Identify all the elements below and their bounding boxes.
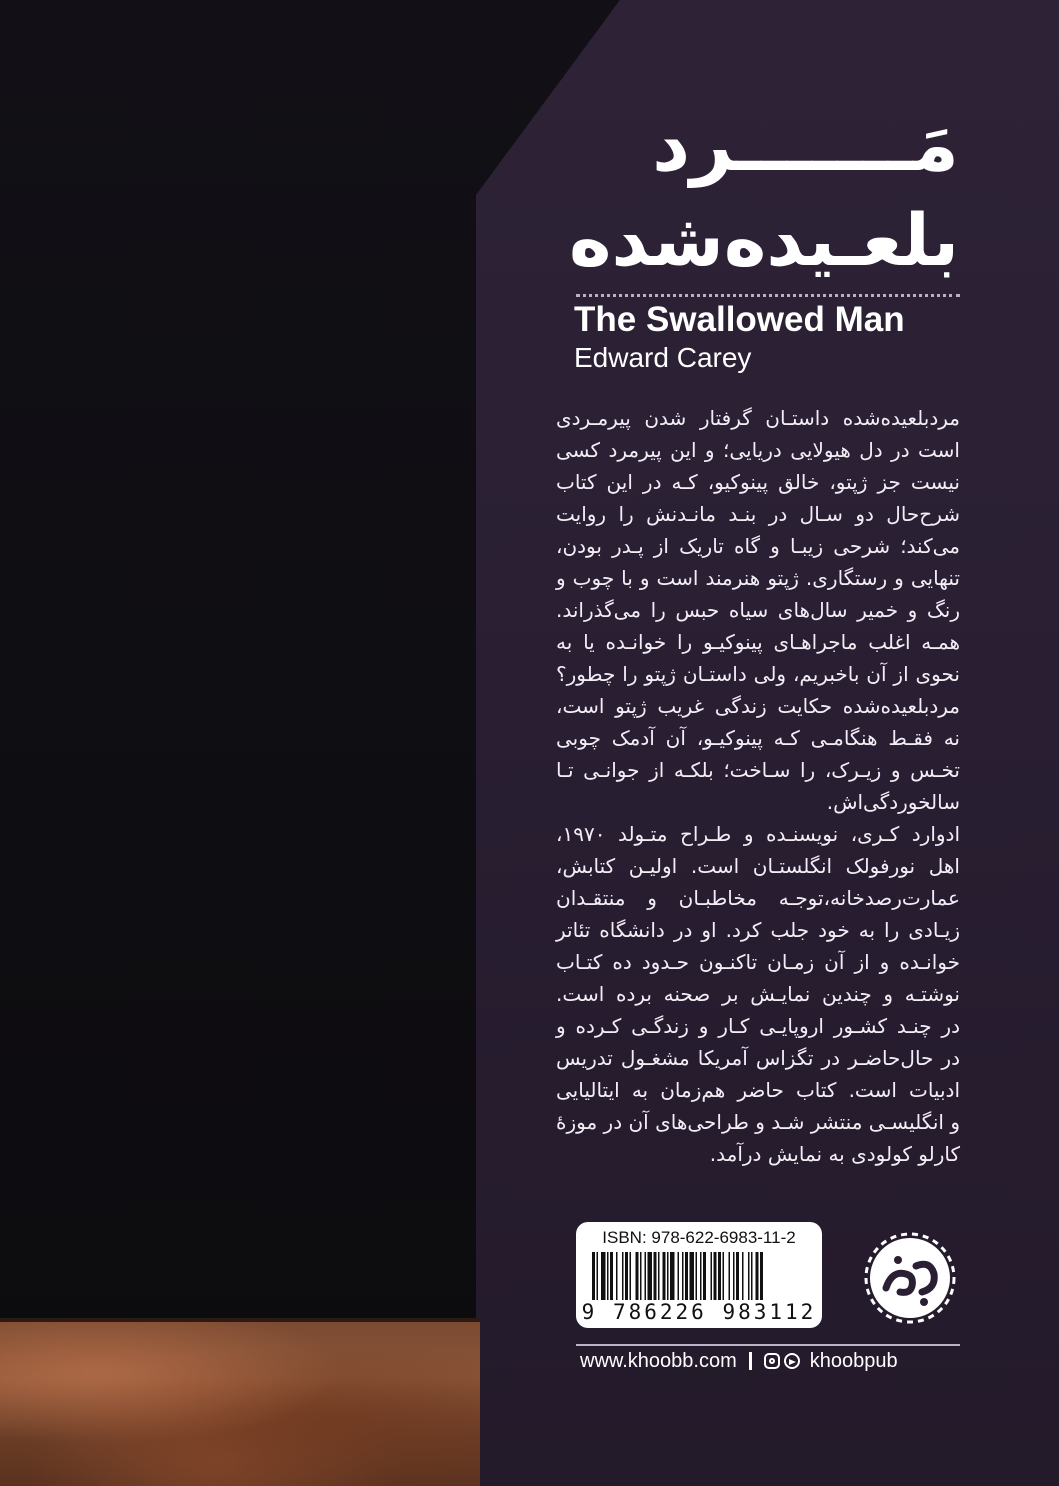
footer — [580, 1346, 960, 1376]
barcode-bar — [756, 1252, 759, 1300]
barcode-bar — [648, 1252, 653, 1300]
blurb-line: رنگ و خمیر سال‌های سیاه حبس را می‌گذراند. — [556, 598, 960, 622]
barcode-bar — [742, 1252, 744, 1300]
blurb-line: ادبیات است. کتاب حاضر هم‌زمان به ایتالیایی — [556, 1078, 960, 1102]
barcode-bar — [616, 1252, 618, 1300]
barcode-bar — [678, 1252, 680, 1300]
barcode-bar — [670, 1252, 675, 1300]
barcode-bar — [592, 1252, 595, 1300]
blurb-text — [556, 402, 960, 1170]
barcode-bar — [682, 1252, 684, 1300]
isbn-label: ISBN: 978-622-6983-11-2 — [602, 1228, 796, 1247]
barcode-bar — [601, 1252, 606, 1300]
blurb-line: همـه اغلب ماجراهـای پینوکیـو را خوانـده یا به — [556, 630, 960, 654]
barcode-bar — [711, 1252, 713, 1300]
blurb-line: سالخوردگی‌اش. — [826, 790, 960, 814]
footer-separator — [749, 1352, 752, 1370]
blurb-line: نیست جز ژپتو، خالق پینوکیو، کـه در این کتاب — [556, 470, 960, 494]
khoob-logo-icon — [862, 1230, 958, 1326]
barcode-bar — [696, 1252, 698, 1300]
blurb-line: مردبلعیده‌شده حکایت زندگی غریب ژپتو است، — [556, 694, 960, 718]
barcode-bar — [733, 1252, 735, 1300]
barcode-bar — [610, 1252, 613, 1300]
blurb-line: است در دل هیولایی دریایی؛ و این پیرمرد کسی — [556, 438, 960, 462]
barcode-bar — [729, 1252, 731, 1300]
blurb-line: می‌کند؛ شرحی زیبـا و گاه تاریک از پـدر بودن، — [556, 534, 960, 558]
barcode-bar — [640, 1252, 642, 1300]
blurb-line: مردبلعیده‌شده داستـان گرفتار شدن پیرمـردی — [556, 406, 960, 430]
blurb-line: ادوارد کـری، نویسنـده و طـراح متـولد ۱۹۷۰، — [556, 822, 960, 846]
barcode-bar — [714, 1252, 717, 1300]
barcode-icon — [592, 1252, 806, 1300]
barcode-bar — [760, 1252, 763, 1300]
barcode-bar — [667, 1252, 669, 1300]
barcode-bar — [658, 1252, 660, 1300]
social-handle[interactable]: khoobpub — [809, 1349, 898, 1372]
website-link[interactable]: www.khoobb.com — [580, 1349, 737, 1372]
blurb-line: نوشتـه و چندین نمایـش بر صحنه برده است. — [556, 982, 960, 1006]
dotted-divider — [576, 294, 960, 297]
blurb-line: تخـس و زیـرک، را سـاخت؛ بلکـه از جوانـی تـا — [556, 758, 960, 782]
barcode-bar — [636, 1252, 639, 1300]
title-persian-line-2: بلعـیده‌شده — [568, 198, 959, 282]
blurb-line: در چنـد کشـور اروپایـی کـار و زندگـی کـرده و — [556, 1014, 960, 1038]
blurb-line: و انگلیسـی منتشر شـد و طراحی‌های آن در موزهٔ — [556, 1110, 960, 1134]
blurb-line: شرح‌حال دو سـال در بنـد مانـدنش را روایت — [556, 502, 960, 526]
blurb-line: نه فقـط هنگامـی کـه پینوکیـو، آن آدمک چوبی — [556, 726, 960, 750]
barcode-bar — [703, 1252, 706, 1300]
barcode-bar — [645, 1252, 647, 1300]
barcode-bar — [685, 1252, 688, 1300]
title-english: The Swallowed Man — [574, 300, 905, 339]
barcode-bar — [690, 1252, 695, 1300]
barcode-bar — [663, 1252, 666, 1300]
instagram-icon[interactable] — [764, 1353, 780, 1369]
blurb-line: تنهایی و رستگاری. ژپتو هنرمند است و با چوب و — [556, 566, 960, 590]
author-name: Edward Carey — [574, 342, 752, 373]
blurb-line: عمارت‌رصدخانه،توجـه مخاطبـان و منتقـدان — [556, 886, 960, 910]
barcode-bar — [751, 1252, 753, 1300]
barcode-bar — [718, 1252, 721, 1300]
barcode-bar — [625, 1252, 628, 1300]
blurb-line: نحوی از آن باخبریم، ولی داستـان ژپتو را چطور؟ — [556, 662, 960, 686]
barcode-box — [576, 1222, 822, 1328]
telegram-icon[interactable] — [784, 1353, 800, 1369]
barcode-bar — [622, 1252, 624, 1300]
title-persian-line-1: مَـــــــرد — [652, 102, 959, 188]
blurb-line: اهل نورفولک انگلستـان است. اولیـن کتابش، — [556, 854, 960, 878]
barcode-bar — [607, 1252, 609, 1300]
blurb-line: در حال‌حاضـر در تگزاس آمریکا مشغـول تدریس — [556, 1046, 960, 1070]
blurb-line: زیـادی را به خود جلب کرد. او در دانشگاه تئاتر — [556, 918, 960, 942]
blurb-line: کارلو کولودی به نمایش درآمد. — [709, 1142, 960, 1166]
brown-texture-strip — [0, 1322, 480, 1486]
barcode-bar — [654, 1252, 657, 1300]
barcode-bar — [736, 1252, 739, 1300]
barcode-bar — [700, 1252, 702, 1300]
barcode-bar — [630, 1252, 632, 1300]
blurb-line: خوانـده و از آن زمـان تاکنـون حـدود ده کتـاب — [556, 950, 960, 974]
barcode-digits: 9 786226 983112 — [581, 1300, 817, 1324]
barcode-bar — [723, 1252, 725, 1300]
barcode-bar — [597, 1252, 599, 1300]
barcode-bar — [748, 1252, 750, 1300]
